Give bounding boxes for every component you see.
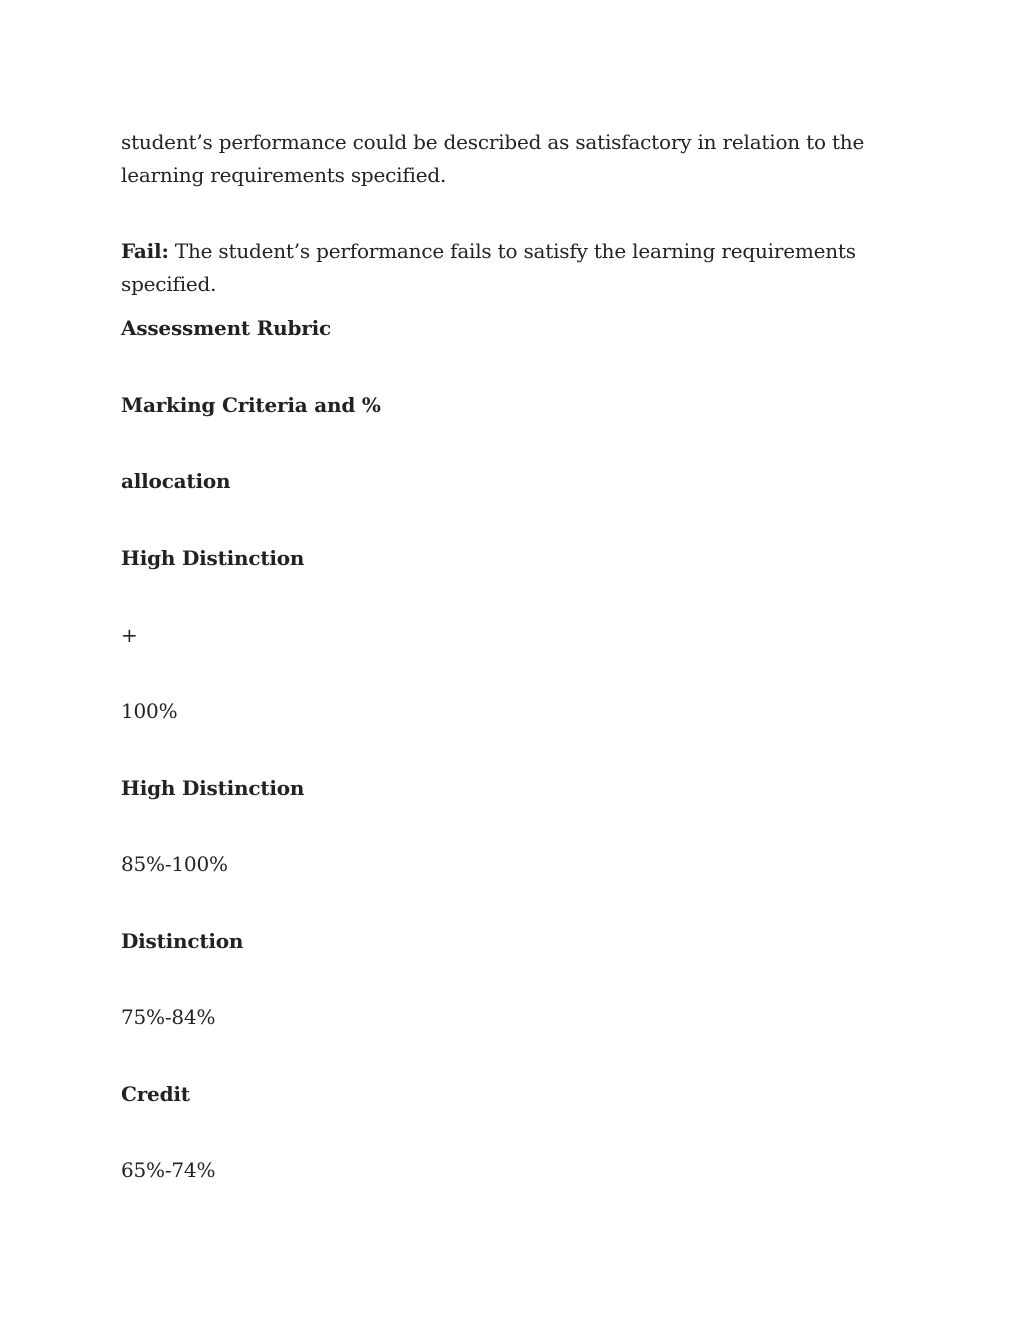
allocation-heading: allocation — [121, 469, 231, 493]
grade-range: 65%-74% — [121, 1158, 216, 1182]
rubric-heading: Assessment Rubric — [121, 316, 331, 340]
grade-label: High Distinction — [121, 776, 305, 800]
grade-label: High Distinction — [121, 546, 305, 570]
fail-text: The student’s performance fails to satisfy the learning requirements specified. — [121, 239, 856, 296]
grade-label: Distinction — [121, 929, 244, 953]
grade-range: 75%-84% — [121, 1005, 216, 1029]
grade-range: + — [121, 623, 138, 647]
intro-paragraph: student’s performance could be described as satisfactory in relation to the learning requirements specified. — [121, 130, 865, 187]
fail-label: Fail: — [121, 239, 169, 263]
fail-paragraph — [121, 235, 911, 301]
criteria-heading: Marking Criteria and % — [121, 393, 381, 417]
grade-range: 85%-100% — [121, 852, 228, 876]
grade-label: Credit — [121, 1082, 190, 1106]
grade-range: 100% — [121, 699, 178, 723]
